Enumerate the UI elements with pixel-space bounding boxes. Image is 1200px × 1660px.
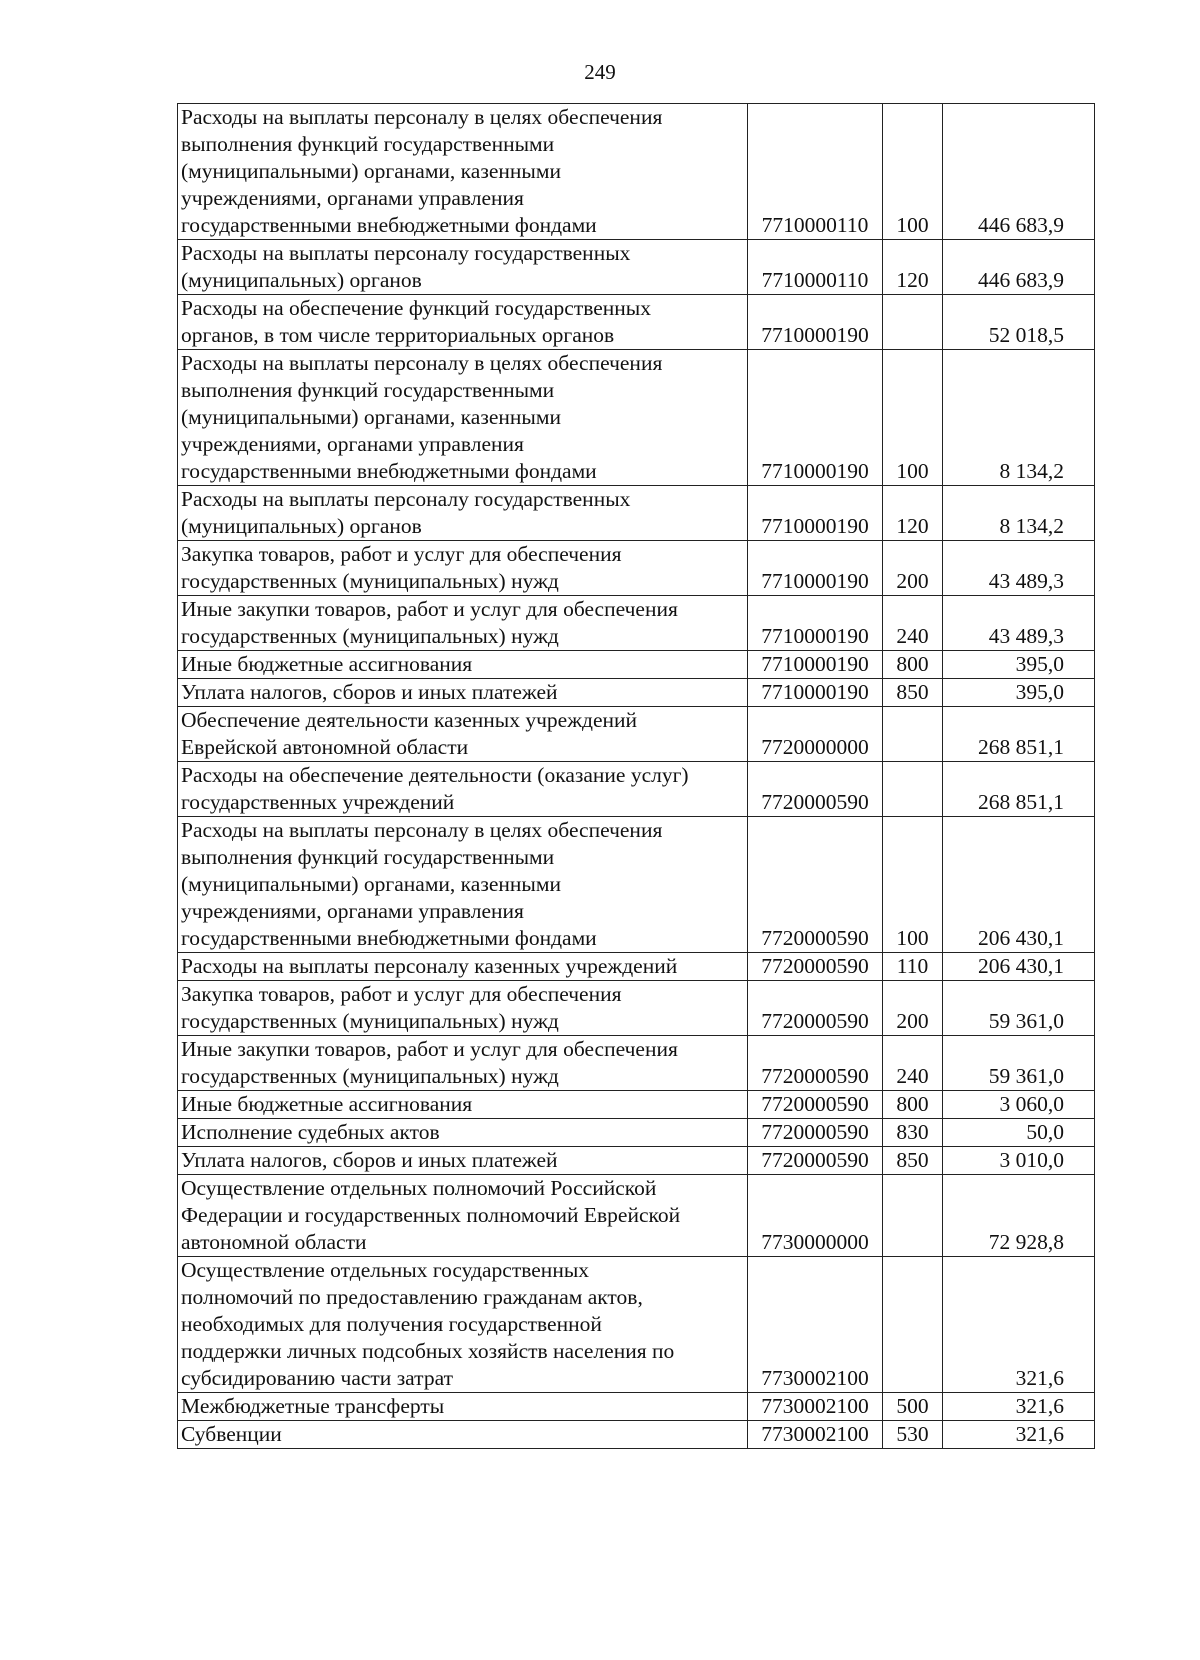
target-article-code-cell: 7720000590 [748,1119,883,1147]
expense-type-cell: 800 [883,651,943,679]
table-row [178,1147,1095,1175]
expense-name-line: Расходы на обеспечение функций государственных [181,296,651,320]
target-article-code-cell: 7710000190 [748,596,883,651]
amount-cell: 43 489,3 [943,541,1095,596]
table-row [178,762,1095,817]
expense-name-line: (муниципальными) органами, казенными [181,872,561,896]
expense-name-line: учреждениями, органами управления [181,186,524,210]
table-row [178,240,1095,295]
expense-name-line: государственных (муниципальных) нужд [181,1009,559,1033]
expense-name-line: Расходы на выплаты персоналу государственных [181,241,631,265]
table-row [178,486,1095,541]
budget-table-body [178,104,1095,1449]
expense-name-cell [178,1147,748,1175]
amount-cell: 321,6 [943,1393,1095,1421]
expense-name-line: автономной области [181,1230,367,1254]
expense-name-cell [178,981,748,1036]
budget-table [177,103,1095,1449]
amount-cell: 206 430,1 [943,817,1095,953]
table-row [178,295,1095,350]
expense-name-line: Иные бюджетные ассигнования [181,1092,473,1116]
target-article-code-cell: 7720000590 [748,762,883,817]
expense-type-cell: 100 [883,817,943,953]
expense-type-cell [883,1175,943,1257]
amount-cell: 268 851,1 [943,707,1095,762]
expense-name-line: учреждениями, органами управления [181,432,524,456]
target-article-code-cell: 7730002100 [748,1421,883,1449]
expense-type-cell: 120 [883,240,943,295]
amount-cell: 206 430,1 [943,953,1095,981]
expense-type-cell [883,1257,943,1393]
expense-name-line: Осуществление отдельных государственных [181,1258,590,1282]
expense-name-cell [178,762,748,817]
expense-type-cell: 240 [883,1036,943,1091]
expense-name-line: Расходы на выплаты персоналу в целях обеспечения [181,351,663,375]
expense-name-cell [178,486,748,541]
table-row [178,651,1095,679]
table-row [178,350,1095,486]
table-row [178,679,1095,707]
expense-name-line: государственных учреждений [181,790,455,814]
expense-name-cell [178,295,748,350]
expense-name-line: Федерации и государственных полномочий Еврейской [181,1203,681,1227]
expense-name-cell [178,953,748,981]
expense-name-cell [178,1036,748,1091]
table-row [178,1257,1095,1393]
target-article-code-cell: 7730002100 [748,1257,883,1393]
target-article-code-cell: 7720000590 [748,817,883,953]
expense-name-line: государственными внебюджетными фондами [181,213,597,237]
amount-cell: 43 489,3 [943,596,1095,651]
expense-name-cell [178,104,748,240]
amount-cell: 3 010,0 [943,1147,1095,1175]
expense-name-line: (муниципальных) органов [181,268,422,292]
expense-type-cell [883,295,943,350]
target-article-code-cell: 7720000590 [748,953,883,981]
expense-name-line: поддержки личных подсобных хозяйств населения по [181,1339,675,1363]
expense-type-cell: 830 [883,1119,943,1147]
expense-name-cell [178,541,748,596]
expense-name-cell [178,1257,748,1393]
expense-name-line: Субвенции [181,1422,282,1446]
expense-name-line: полномочий по предоставлению гражданам актов, [181,1285,643,1309]
expense-name-line: Еврейской автономной области [181,735,469,759]
amount-cell: 8 134,2 [943,486,1095,541]
expense-name-line: Исполнение судебных актов [181,1120,440,1144]
expense-name-line: государственными внебюджетными фондами [181,459,597,483]
expense-name-line: Расходы на выплаты персоналу государственных [181,487,631,511]
table-row [178,541,1095,596]
target-article-code-cell: 7710000110 [748,240,883,295]
target-article-code-cell: 7710000190 [748,486,883,541]
target-article-code-cell: 7710000190 [748,679,883,707]
expense-name-line: (муниципальными) органами, казенными [181,159,561,183]
amount-cell: 50,0 [943,1119,1095,1147]
target-article-code-cell: 7720000590 [748,1036,883,1091]
expense-name-line: государственных (муниципальных) нужд [181,1064,559,1088]
expense-name-line: государственными внебюджетными фондами [181,926,597,950]
expense-name-line: выполнения функций государственными [181,845,555,869]
amount-cell: 321,6 [943,1421,1095,1449]
expense-type-cell: 110 [883,953,943,981]
target-article-code-cell: 7710000190 [748,295,883,350]
amount-cell: 395,0 [943,651,1095,679]
expense-name-line: учреждениями, органами управления [181,899,524,923]
amount-cell: 446 683,9 [943,104,1095,240]
amount-cell: 268 851,1 [943,762,1095,817]
table-row [178,1393,1095,1421]
expense-type-cell: 850 [883,1147,943,1175]
expense-type-cell [883,762,943,817]
expense-name-cell [178,651,748,679]
amount-cell: 59 361,0 [943,981,1095,1036]
expense-name-line: выполнения функций государственными [181,132,555,156]
expense-name-line: Межбюджетные трансферты [181,1394,445,1418]
table-row [178,981,1095,1036]
expense-name-line: государственных (муниципальных) нужд [181,569,559,593]
table-row [178,817,1095,953]
expense-name-line: Расходы на обеспечение деятельности (оказание услуг) [181,763,689,787]
expense-name-cell [178,1091,748,1119]
expense-name-line: Расходы на выплаты персоналу казенных учреждений [181,954,678,978]
amount-cell: 3 060,0 [943,1091,1095,1119]
expense-name-cell [178,240,748,295]
table-row [178,1091,1095,1119]
table-row [178,1421,1095,1449]
expense-name-line: Уплата налогов, сборов и иных платежей [181,680,558,704]
table-row [178,953,1095,981]
expense-name-line: (муниципальных) органов [181,514,422,538]
expense-name-line: Закупка товаров, работ и услуг для обеспечения [181,542,622,566]
expense-name-cell [178,1393,748,1421]
expense-name-cell [178,350,748,486]
expense-name-line: Расходы на выплаты персоналу в целях обеспечения [181,105,663,129]
expense-type-cell: 120 [883,486,943,541]
table-row [178,707,1095,762]
expense-name-cell [178,817,748,953]
expense-type-cell: 100 [883,350,943,486]
expense-name-cell [178,1421,748,1449]
table-row [178,1119,1095,1147]
target-article-code-cell: 7710000110 [748,104,883,240]
expense-type-cell [883,707,943,762]
target-article-code-cell: 7720000000 [748,707,883,762]
expense-type-cell: 500 [883,1393,943,1421]
expense-name-cell [178,596,748,651]
expense-name-line: государственных (муниципальных) нужд [181,624,559,648]
expense-name-line: Закупка товаров, работ и услуг для обеспечения [181,982,622,1006]
table-row [178,1175,1095,1257]
expense-name-cell [178,1119,748,1147]
expense-name-line: (муниципальными) органами, казенными [181,405,561,429]
expense-name-line: Иные бюджетные ассигнования [181,652,473,676]
amount-cell: 446 683,9 [943,240,1095,295]
target-article-code-cell: 7730000000 [748,1175,883,1257]
expense-name-line: выполнения функций государственными [181,378,555,402]
expense-type-cell: 240 [883,596,943,651]
expense-name-cell [178,679,748,707]
amount-cell: 321,6 [943,1257,1095,1393]
expense-name-line: субсидированию части затрат [181,1366,453,1390]
table-row [178,596,1095,651]
expense-name-line: Иные закупки товаров, работ и услуг для обеспечения [181,597,678,621]
expense-type-cell: 200 [883,541,943,596]
expense-name-line: Уплата налогов, сборов и иных платежей [181,1148,558,1172]
table-row [178,104,1095,240]
table-row [178,1036,1095,1091]
expense-type-cell: 100 [883,104,943,240]
expense-name-line: Обеспечение деятельности казенных учреждений [181,708,638,732]
expense-type-cell: 200 [883,981,943,1036]
expense-name-line: органов, в том числе территориальных органов [181,323,615,347]
target-article-code-cell: 7720000590 [748,1091,883,1119]
expense-name-line: Иные закупки товаров, работ и услуг для обеспечения [181,1037,678,1061]
target-article-code-cell: 7730002100 [748,1393,883,1421]
amount-cell: 59 361,0 [943,1036,1095,1091]
page-number: 249 [584,60,616,84]
expense-name-cell [178,707,748,762]
target-article-code-cell: 7710000190 [748,651,883,679]
amount-cell: 8 134,2 [943,350,1095,486]
expense-type-cell: 800 [883,1091,943,1119]
target-article-code-cell: 7720000590 [748,1147,883,1175]
amount-cell: 72 928,8 [943,1175,1095,1257]
expense-type-cell: 530 [883,1421,943,1449]
amount-cell: 52 018,5 [943,295,1095,350]
target-article-code-cell: 7720000590 [748,981,883,1036]
target-article-code-cell: 7710000190 [748,350,883,486]
expense-name-line: Расходы на выплаты персоналу в целях обеспечения [181,818,663,842]
expense-type-cell: 850 [883,679,943,707]
expense-name-cell [178,1175,748,1257]
target-article-code-cell: 7710000190 [748,541,883,596]
expense-name-line: Осуществление отдельных полномочий Российской [181,1176,657,1200]
expense-name-line: необходимых для получения государственной [181,1312,602,1336]
amount-cell: 395,0 [943,679,1095,707]
